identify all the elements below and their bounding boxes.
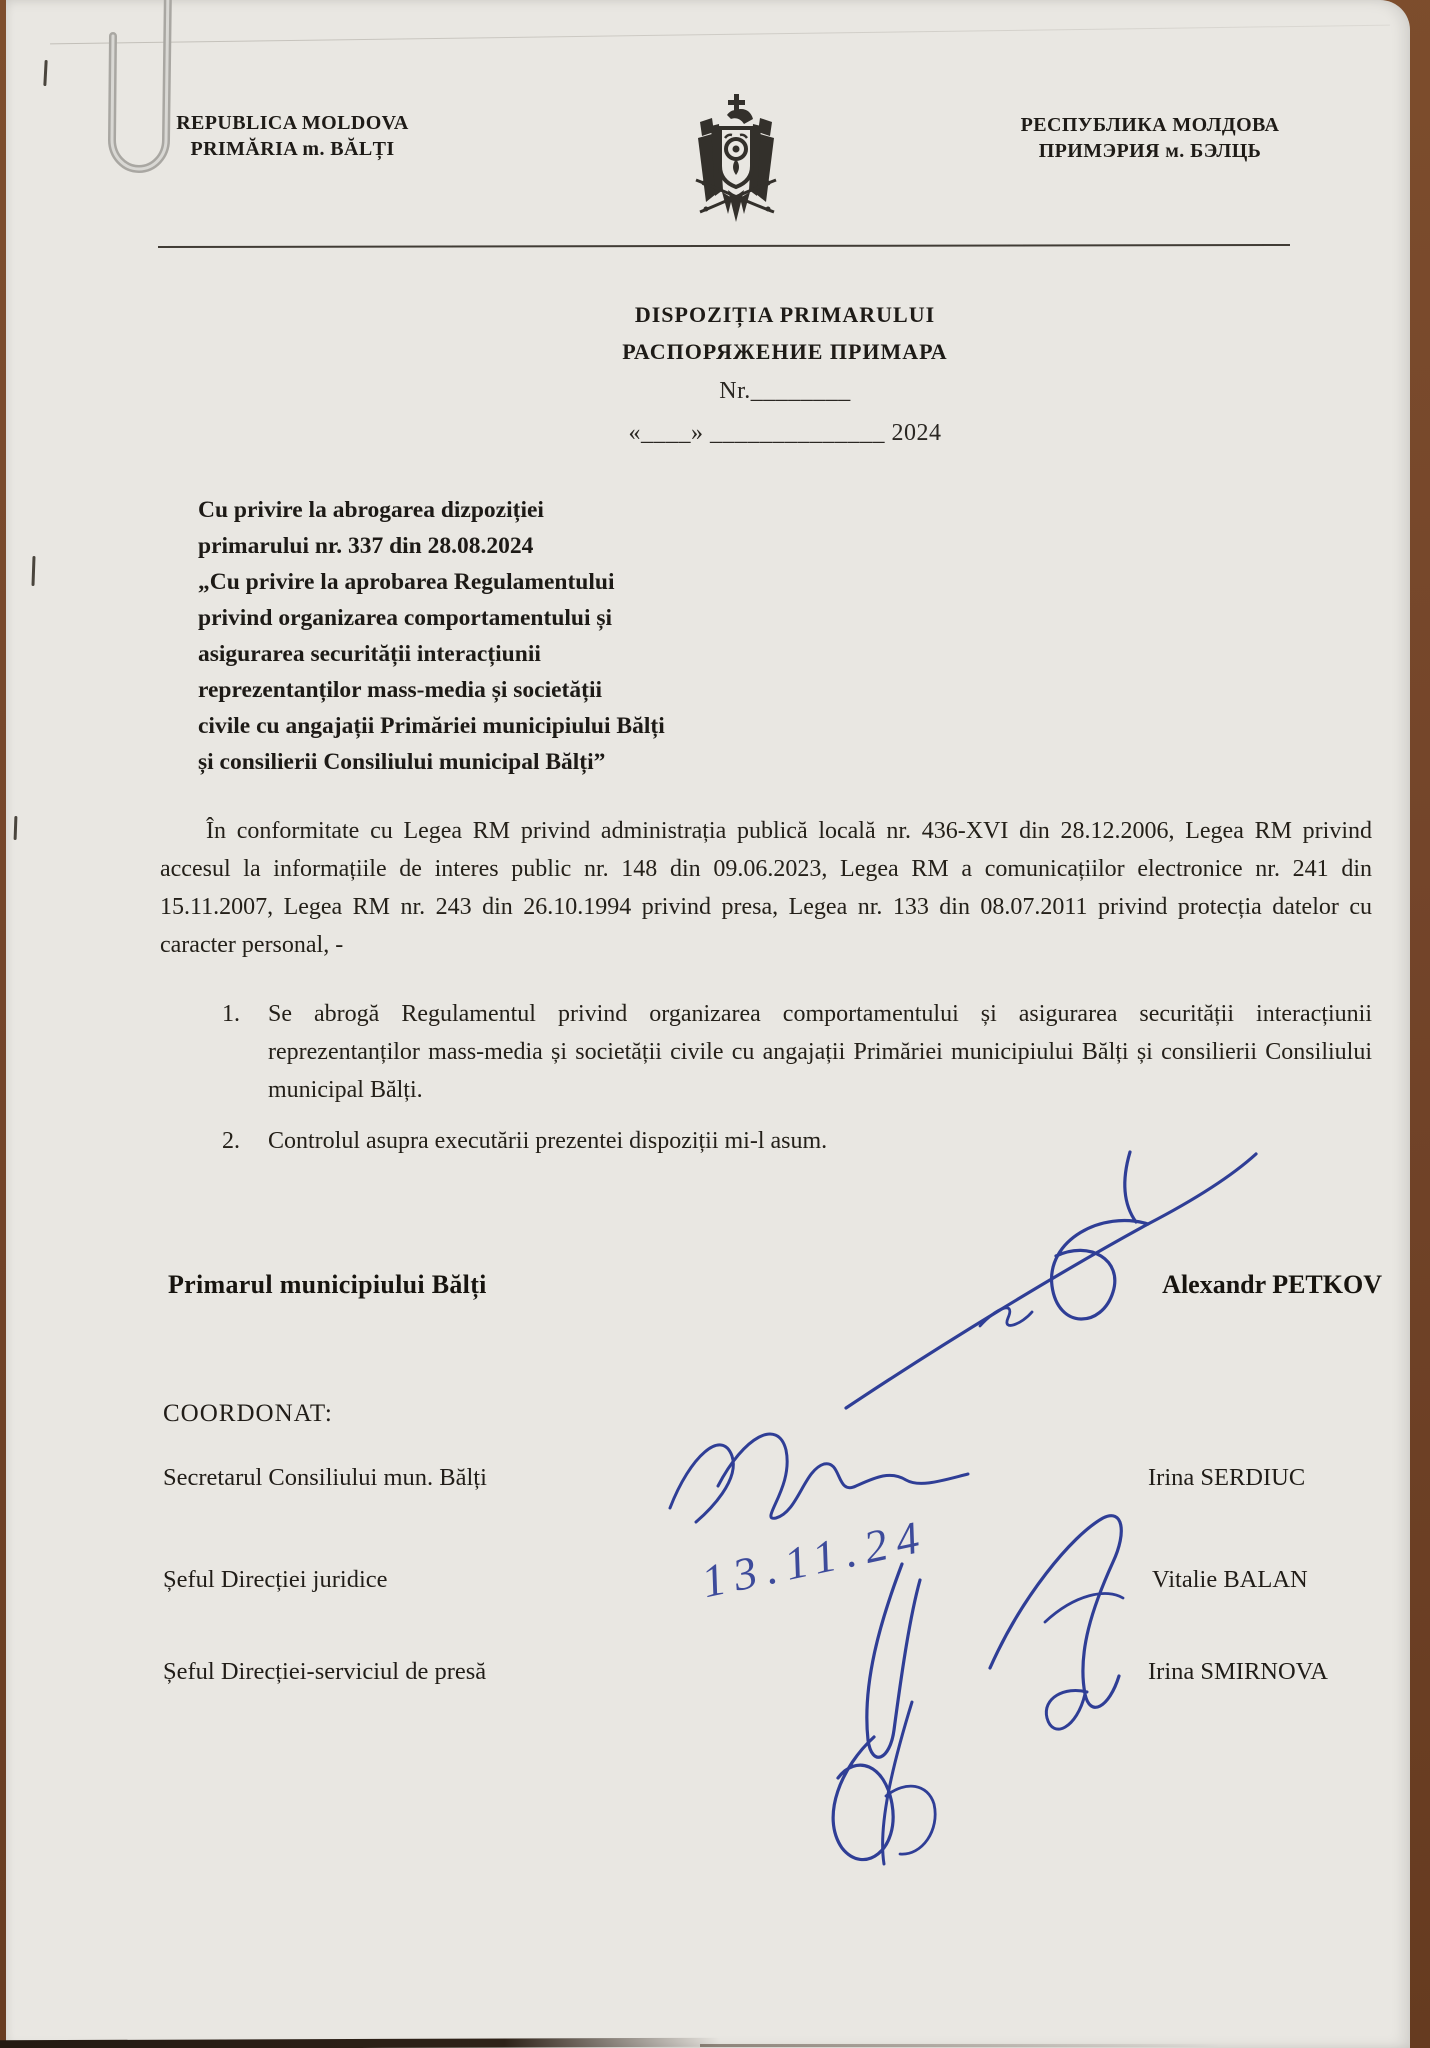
preamble-paragraph: În conformitate cu Legea RM privind administrația publică locală nr. 436-XVI din 28.12.2006, Legea RM privind accesul la informațiile de interes public nr. 148 din 09.06.2023, Legea RM a comunicațiilor electronice nr. 241 din 15.11.2007, Legea RM nr. 243 din 26.10.1994 privind presa, Legea nr. 133 din 08.07.2011 privind protecția datelor cu caracter personal, - — [160, 818, 1372, 958]
subject-line: primarului nr. 337 din 28.08.2024 — [198, 533, 534, 559]
header-left-line2: PRIMĂRIA m. BĂLȚI — [190, 138, 395, 160]
header-right-line1: РЕСПУБЛИКА МОЛДОВА — [1020, 114, 1280, 136]
signatory-name-balan: Vitalie BALAN — [1152, 1566, 1308, 1593]
mayor-title: Primarul municipiului Bălți — [168, 1270, 487, 1299]
handwritten-date: 13.11.24 — [697, 1509, 933, 1608]
coordonat-label: COORDONAT: — [163, 1400, 333, 1427]
signatory-title-secretary: Secretarul Consiliului mun. Bălți — [163, 1464, 487, 1491]
paperclip-icon — [92, 0, 202, 204]
subject-line: asigurarea securității interacțiunii — [198, 641, 541, 667]
document-title — [555, 296, 1015, 370]
subject-line: civile cu angajații Primăriei municipiului Bălți — [198, 713, 665, 739]
subject-block — [198, 492, 798, 780]
paper-bottom-edge — [700, 2044, 1220, 2047]
subject-line: și consilierii Consiliului municipal Bălți” — [198, 749, 606, 775]
signatory-name-serdiuc: Irina SERDIUC — [1148, 1464, 1306, 1491]
mayor-name: Alexandr PETKOV — [1162, 1270, 1382, 1299]
signature-smirnova — [772, 1552, 992, 1892]
list-item-text: Se abrogă Regulamentul privind organizarea comportamentului și asigurarea securității interacțiunii reprezentanților mass-media și societății civile cu angajații Primăriei municipiului Bălți și consilierii Consiliului municipal Bălți. — [268, 1001, 1372, 1103]
subject-line: reprezentanților mass-media și societății — [198, 677, 602, 703]
subject-line: Cu privire la abrogarea dizpoziției — [198, 497, 544, 523]
signatory-name-smirnova: Irina SMIRNOVA — [1148, 1658, 1328, 1685]
subject-line: privind organizarea comportamentului și — [198, 605, 613, 631]
document-title-ru: РАСПОРЯЖЕНИЕ ПРИМАРА — [622, 339, 948, 364]
moldova-coat-of-arms-icon — [684, 92, 788, 234]
paper-bottom-edge — [0, 2038, 720, 2048]
list-item-text: Controlul asupra executării prezentei dispoziții mi-l asum. — [268, 1128, 828, 1154]
header-left-line1: REPUBLICA MOLDOVA — [176, 112, 409, 134]
list-item-number: 2. — [222, 1128, 240, 1154]
subject-line: „Cu privire la aprobarea Regulamentului — [198, 569, 615, 595]
document-title-ro: DISPOZIȚIA PRIMARULUI — [634, 302, 936, 327]
date-blank-line: «____» ______________ 2024 — [628, 420, 942, 446]
number-blank-line: Nr.________ — [719, 378, 851, 404]
header-right — [985, 112, 1315, 164]
signatory-title-legal: Șeful Direcției juridice — [163, 1566, 388, 1593]
list-item-1 — [222, 995, 1372, 1109]
signatory-title-press: Șeful Direcției-serviciul de presă — [163, 1658, 487, 1685]
list-item-number: 1. — [222, 1001, 240, 1027]
header-right-line2: ПРИМЭРИЯ м. БЭЛЦЬ — [1038, 140, 1262, 162]
signature-petkov — [830, 1150, 1260, 1430]
header-left — [150, 110, 435, 162]
